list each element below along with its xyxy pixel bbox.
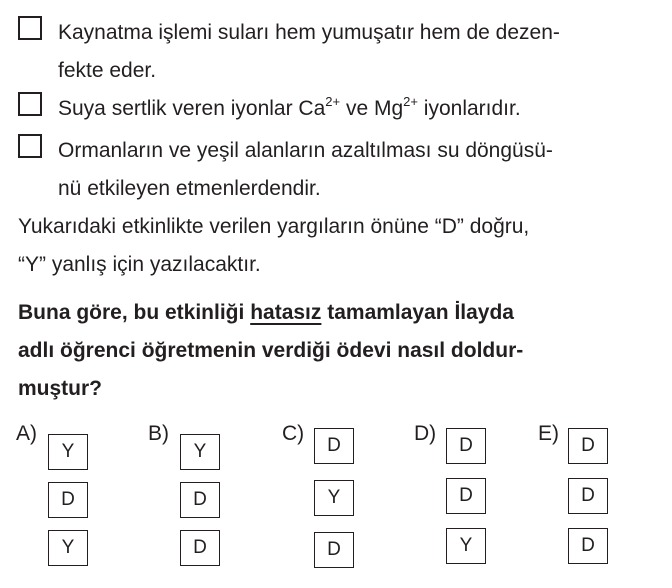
option-a[interactable] [16, 422, 136, 572]
answer-box: D [568, 478, 608, 514]
option-letter: D) [414, 422, 437, 445]
answer-box: D [314, 532, 354, 568]
answer-checkbox-3[interactable] [18, 134, 42, 158]
answer-checkbox-2[interactable] [18, 92, 42, 116]
answer-box: D [568, 528, 608, 564]
answer-box: D [180, 530, 220, 566]
answer-box: Y [48, 530, 88, 566]
answer-box: D [568, 428, 608, 464]
statement-3-text [58, 132, 658, 208]
answer-checkbox-1[interactable] [18, 16, 42, 40]
statement-2-pre: Suya sertlik veren iyonlar Ca [58, 97, 326, 120]
option-letter: C) [282, 422, 305, 445]
statement-2 [18, 90, 658, 128]
question-line-1-pre: Buna göre, bu etkinliği [18, 301, 251, 324]
question-line-2: adlı öğrenci öğretmenin verdiği ödevi nasıl doldur- [18, 339, 524, 362]
option-letter: A) [16, 422, 37, 445]
statement-3 [18, 132, 658, 208]
answer-box: Y [446, 528, 486, 564]
question-stem [18, 294, 648, 408]
statement-3-line-2: nü etkileyen etmenlerdendir. [58, 177, 321, 200]
option-c[interactable] [282, 422, 402, 572]
option-letter: B) [148, 422, 169, 445]
question-line-1-post: tamamlayan İlayda [321, 301, 514, 324]
answer-box: Y [48, 434, 88, 470]
answer-box: D [48, 482, 88, 518]
statement-2-mid: ve Mg [340, 97, 404, 120]
option-letter: E) [538, 422, 559, 445]
statement-2-post: iyonlarıdır. [417, 97, 521, 120]
answer-box: Y [180, 434, 220, 470]
instruction-paragraph [18, 208, 648, 284]
option-b[interactable] [148, 422, 268, 572]
statement-2-text [58, 90, 658, 128]
answer-box: D [446, 428, 486, 464]
answer-box: D [180, 482, 220, 518]
underlined-keyword: hatasız [250, 301, 322, 324]
magnesium-charge: 2+ [403, 94, 418, 109]
question-line-3: muştur? [18, 377, 102, 400]
statement-1-text [58, 14, 658, 90]
statement-1 [18, 14, 658, 90]
statement-1-line-2: fekte eder. [58, 59, 157, 82]
instruction-line-1: Yukarıdaki etkinlikte verilen yargıların önüne “D” doğru, [18, 215, 530, 238]
question-line-1 [18, 294, 648, 332]
statement-1-line-1: Kaynatma işlemi suları hem yumuşatır hem de dezen- [58, 21, 560, 44]
answer-box: D [446, 478, 486, 514]
calcium-charge: 2+ [325, 94, 341, 109]
answer-box: Y [314, 480, 354, 516]
option-e[interactable] [538, 422, 658, 572]
answer-box: D [314, 428, 354, 464]
option-d[interactable] [414, 422, 534, 572]
instruction-line-2: “Y” yanlış için yazılacaktır. [18, 253, 261, 276]
statement-3-line-1: Ormanların ve yeşil alanların azaltılması su döngüsü- [58, 139, 553, 162]
